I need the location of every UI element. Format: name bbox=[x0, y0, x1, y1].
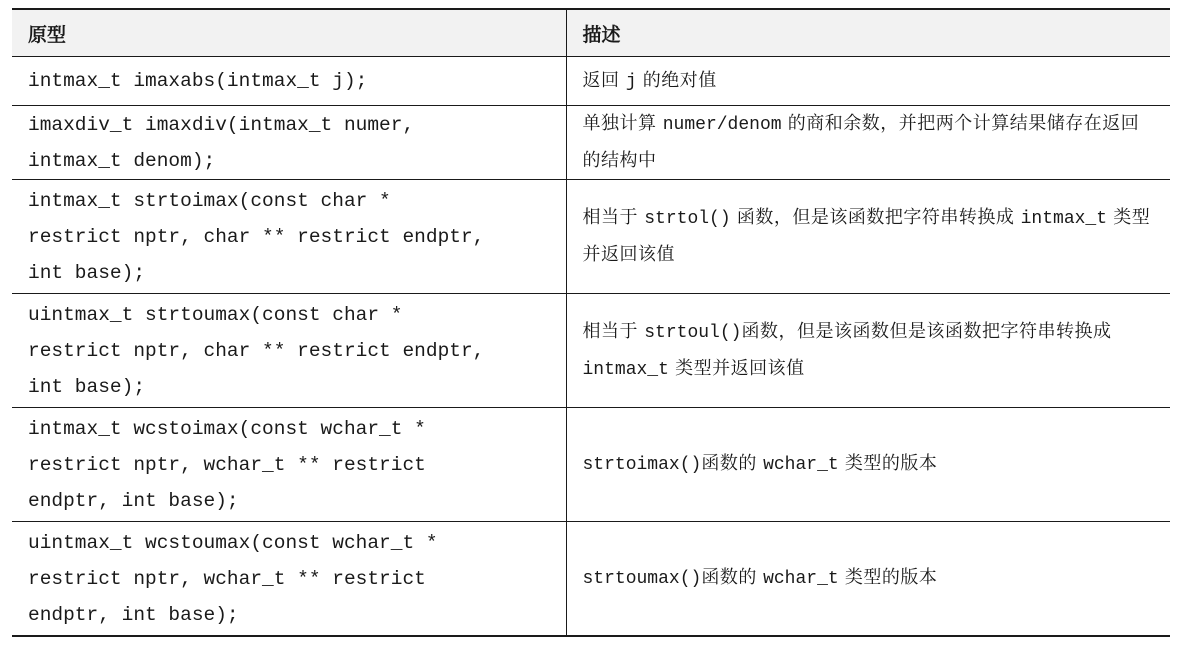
description-text: 的商和余数，并把两个计算结果储存在返回的结构中 bbox=[582, 113, 1140, 171]
description-text: 相当于 bbox=[582, 320, 645, 342]
code-term: strtoumax() bbox=[582, 569, 702, 589]
table-header-row bbox=[12, 9, 1170, 57]
description-text: 函数的 bbox=[701, 453, 764, 474]
prototype-cell: imaxdiv_t imaxdiv(intmax_t numer, intmax_t denom); bbox=[12, 106, 566, 180]
code-term: wchar_t bbox=[763, 569, 839, 589]
description-text: 单独计算 bbox=[582, 113, 663, 134]
table-row bbox=[12, 522, 1170, 637]
code-term: j bbox=[625, 71, 637, 92]
prototype-cell: intmax_t wcstoimax(const wchar_t * restrict nptr, wchar_t ** restrict endptr, int base); bbox=[12, 408, 566, 522]
description-cell bbox=[566, 522, 1170, 637]
description-text: 函数，但是该函数把字符串转换成 bbox=[730, 207, 1021, 228]
prototype-cell: uintmax_t strtoumax(const char * restrict nptr, char ** restrict endptr, int base); bbox=[12, 294, 566, 408]
code-term: numer/denom bbox=[662, 115, 782, 135]
description-text: 类型并返回该值 bbox=[582, 207, 1151, 265]
table-row bbox=[12, 57, 1170, 106]
prototype-cell: intmax_t strtoimax(const char * restrict nptr, char ** restrict endptr, int base); bbox=[12, 180, 566, 294]
description-text: 返回 bbox=[582, 69, 626, 91]
code-term: strtoimax() bbox=[582, 455, 702, 475]
description-text: 类型并返回该值 bbox=[668, 357, 805, 379]
code-term: strtol() bbox=[644, 209, 731, 229]
description-cell bbox=[566, 408, 1170, 522]
description-text: 的绝对值 bbox=[636, 69, 717, 91]
description-column-header: 描述 bbox=[566, 9, 1170, 57]
code-term: wchar_t bbox=[763, 455, 839, 475]
description-cell bbox=[566, 180, 1170, 294]
description-cell bbox=[566, 106, 1170, 180]
description-text: 函数，但是该函数但是该函数把字符串转换成 bbox=[741, 320, 1112, 342]
description-cell bbox=[566, 57, 1170, 106]
table-row bbox=[12, 180, 1170, 294]
table-row bbox=[12, 106, 1170, 180]
code-term: intmax_t bbox=[582, 359, 669, 380]
description-text: 类型的版本 bbox=[838, 567, 938, 588]
description-text: 类型的版本 bbox=[838, 453, 938, 474]
function-reference-table bbox=[12, 8, 1170, 637]
prototype-column-header: 原型 bbox=[12, 9, 566, 57]
table-row bbox=[12, 294, 1170, 408]
table-row bbox=[12, 408, 1170, 522]
code-term: strtoul() bbox=[644, 322, 742, 343]
code-term: intmax_t bbox=[1020, 209, 1108, 229]
description-text: 函数的 bbox=[701, 567, 764, 588]
prototype-cell: uintmax_t wcstoumax(const wchar_t * restrict nptr, wchar_t ** restrict endptr, int base); bbox=[12, 522, 566, 637]
description-text: 相当于 bbox=[582, 207, 645, 228]
description-cell bbox=[566, 294, 1170, 408]
prototype-cell: intmax_t imaxabs(intmax_t j); bbox=[12, 57, 566, 106]
